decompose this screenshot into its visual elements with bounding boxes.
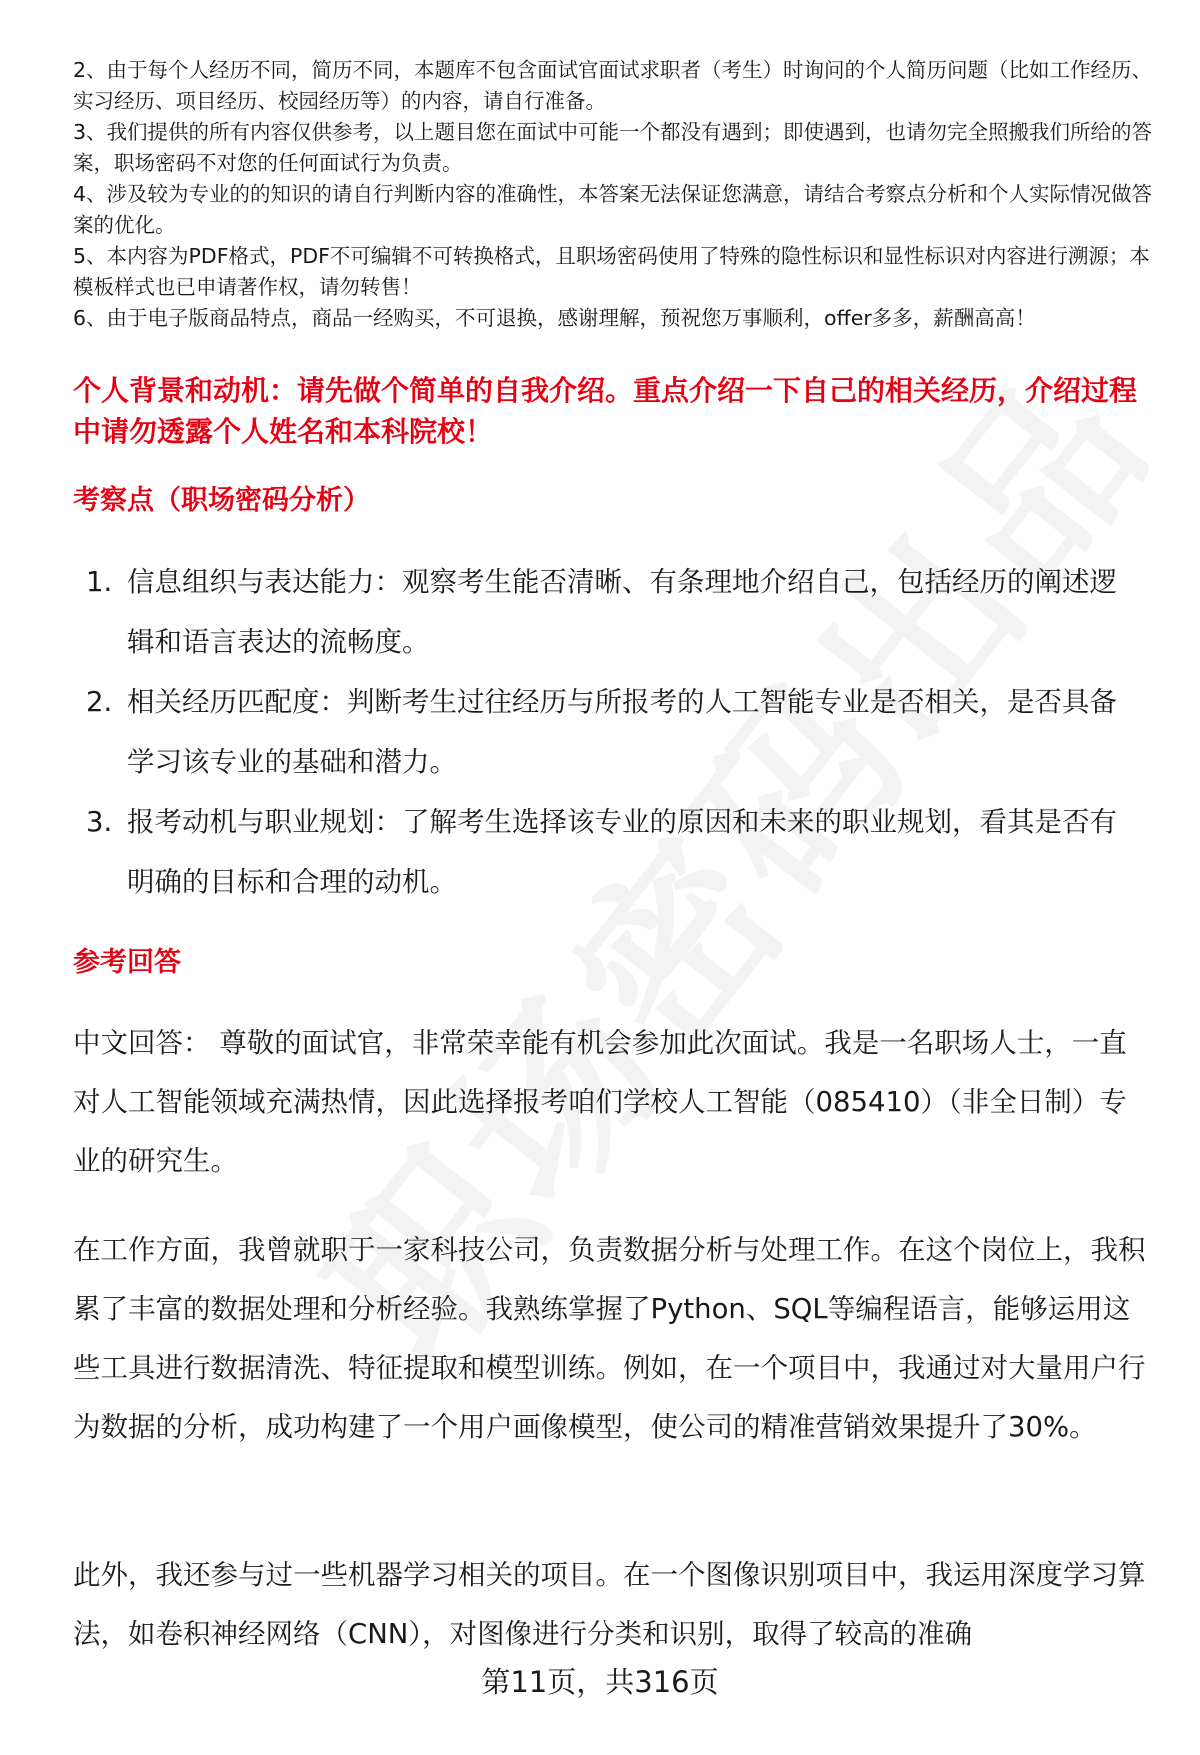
analysis-title: 考察点（职场密码分析）: [73, 485, 370, 516]
list-text: 报考动机与职业规划：了解考生选择该专业的原因和未来的职业规划，看其是否有明确的目标和合理的动机。: [127, 806, 1117, 898]
answer-paragraph: 此外，我还参与过一些机器学习相关的项目。在一个图像识别项目中，我运用深度学习算法，如卷积神经网络（CNN），对图像进行分类和识别，取得了较高的准确: [73, 1559, 1146, 1650]
answer-paragraph: 中文回答： 尊敬的面试官，非常荣幸能有机会参加此次面试。我是一名职场人士，一直对人工智能领域充满热情，因此选择报考咱们学校人工智能（085410）（非全日制）专业的研究生。: [73, 1027, 1127, 1177]
question-title: 个人背景和动机：请先做个简单的自我介绍。重点介绍一下自己的相关经历，介绍过程中请勿透露个人姓名和本科院校！: [73, 374, 1138, 448]
notice-item: 3、我们提供的所有内容仅供参考，以上题目您在面试中可能一个都没有遇到；即使遇到，也请勿完全照搬我们所给的答案，职场密码不对您的任何面试行为负责。: [73, 120, 1153, 175]
list-text: 相关经历匹配度：判断考生过往经历与所报考的人工智能专业是否相关，是否具备学习该专业的基础和潜力。: [127, 686, 1117, 778]
notice-item: 5、本内容为PDF格式，PDF不可编辑不可转换格式，且职场密码使用了特殊的隐性标识和显性标识对内容进行溯源；本模板样式也已申请著作权，请勿转售！: [73, 244, 1150, 299]
list-number: 1.: [86, 566, 113, 598]
notice-item: 2、由于每个人经历不同，简历不同，本题库不包含面试官面试求职者（考生）时询问的个人简历问题（比如工作经历、实习经历、项目经历、校园经历等）的内容，请自行准备。: [73, 58, 1153, 113]
page-footer: 第11页，共316页: [481, 1665, 719, 1699]
notice-item: 4、涉及较为专业的的知识的请自行判断内容的准确性，本答案无法保证您满意，请结合考察点分析和个人实际情况做答案的优化。: [73, 182, 1153, 237]
notice-item: 6、由于电子版商品特点，商品一经购买，不可退换，感谢理解，预祝您万事顺利，offer多多，薪酬高高！: [73, 306, 1036, 330]
answer-paragraph: 在工作方面，我曾就职于一家科技公司，负责数据分析与处理工作。在这个岗位上，我积累了丰富的数据处理和分析经验。我熟练掌握了Python、SQL等编程语言，能够运用这些工具进行数据清洗、特征提取和模型训练。例如，在一个项目中，我通过对大量用户行为数据的分析，成功构建了一个用户画像模型，使公司的精准营销效果提升了30%。: [73, 1234, 1146, 1443]
answer-title: 参考回答: [73, 947, 181, 978]
list-number: 3.: [86, 806, 113, 838]
list-text: 信息组织与表达能力：观察考生能否清晰、有条理地介绍自己，包括经历的阐述逻辑和语言表达的流畅度。: [127, 566, 1117, 658]
list-number: 2.: [86, 686, 113, 718]
